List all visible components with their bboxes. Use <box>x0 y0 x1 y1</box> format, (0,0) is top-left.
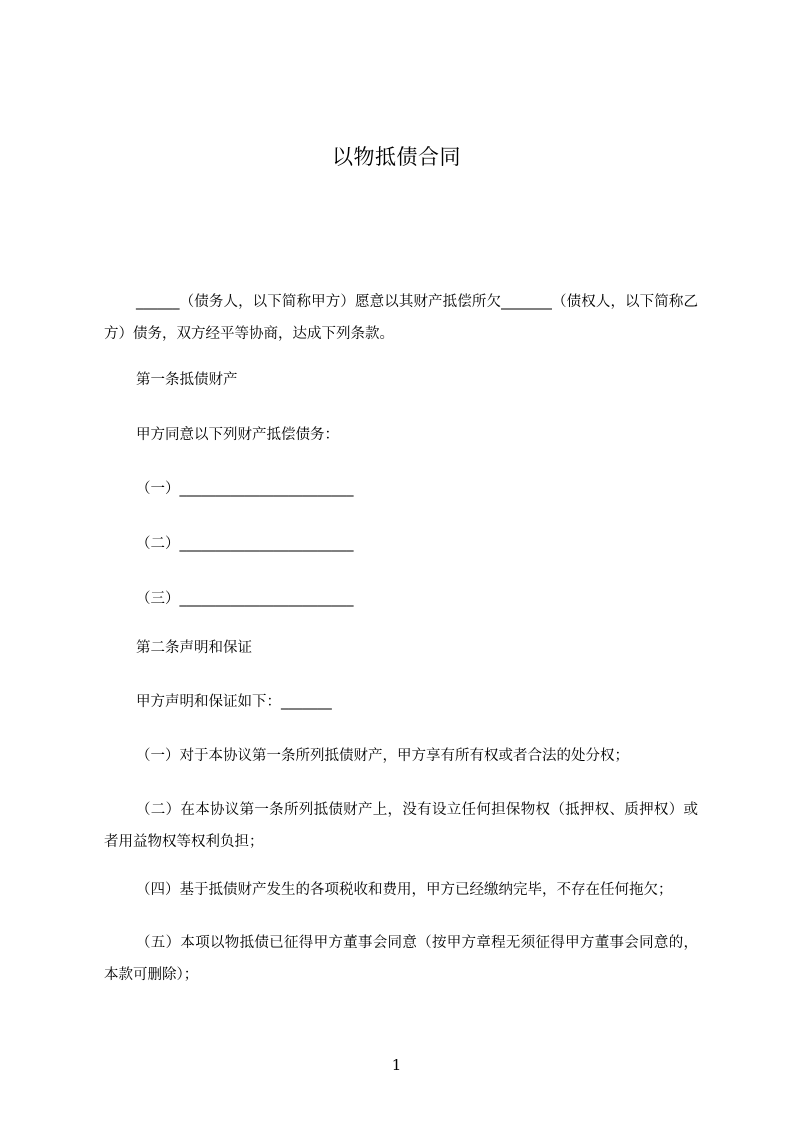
creditor-blank[interactable]: _______ <box>501 294 552 310</box>
article2-heading: 第二条声明和保证 <box>136 640 252 656</box>
clause-5: （五）本项以物抵债已征得甲方董事会同意（按甲方章程无须征得甲方董事会同意的，本款可删除）； <box>104 935 698 983</box>
article1-lead: 甲方同意以下列财产抵偿债务： <box>136 427 339 443</box>
debtor-blank[interactable]: ______ <box>136 294 180 310</box>
property-item-blank[interactable]: ________________________ <box>179 481 354 497</box>
article1-heading: 第一条抵债财产 <box>136 372 238 388</box>
intro-paragraph <box>104 286 698 350</box>
property-item-marker: （三） <box>136 591 180 607</box>
property-item-blank[interactable]: ________________________ <box>179 536 354 552</box>
clause-2: （二）在本协议第一条所列抵债财产上，没有设立任何担保物权（抵押权、质押权）或者用益物权等权利负担； <box>104 802 698 850</box>
property-item-marker: （一） <box>136 481 180 497</box>
article2-lead-blank[interactable]: _______ <box>281 694 332 710</box>
page-number: 1 <box>391 1056 402 1074</box>
intro-text-b: （债权人，以下简称乙方）债务，双方经平等协商，达成下列条款。 <box>104 294 699 342</box>
property-item-3 <box>104 583 698 615</box>
document-title: 以物抵债合同 <box>332 145 461 169</box>
property-item-marker: （二） <box>136 536 180 552</box>
property-item-1 <box>104 473 698 505</box>
property-item-blank[interactable]: ________________________ <box>179 591 354 607</box>
clause-4: （四）基于抵债财产发生的各项税收和费用，甲方已经缴纳完毕，不存在任何拖欠； <box>136 882 673 898</box>
article2-lead-text: 甲方声明和保证如下： <box>136 694 281 710</box>
intro-text-a: （债务人，以下简称甲方）愿意以其财产抵偿所欠 <box>179 294 502 310</box>
article2-lead <box>104 686 698 718</box>
property-item-2 <box>104 528 698 560</box>
clause-1: （一）对于本协议第一条所列抵债财产，甲方享有所有权或者合法的处分权； <box>136 748 629 764</box>
